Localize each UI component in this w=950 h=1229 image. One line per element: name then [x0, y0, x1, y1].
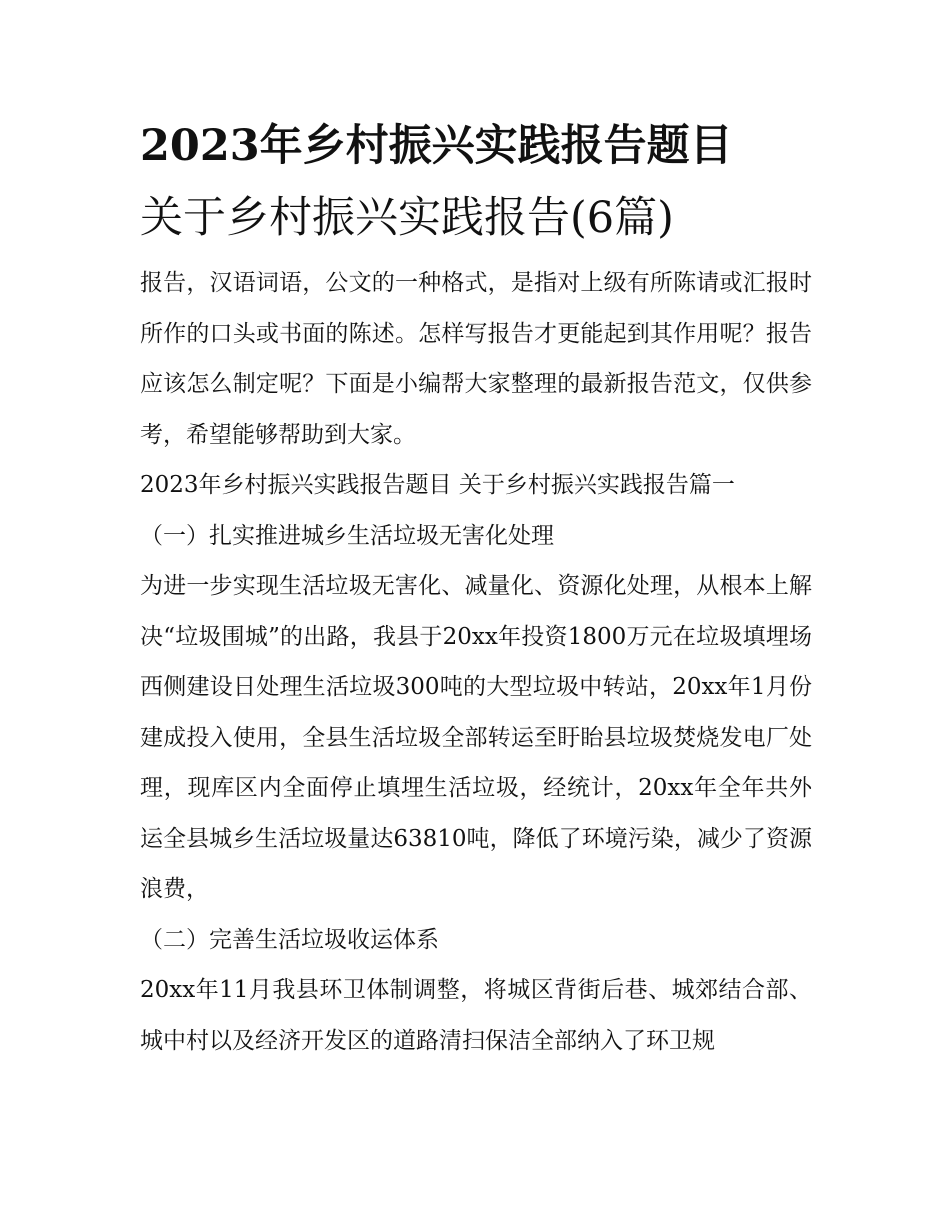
document-body	[140, 258, 812, 1066]
subsection-paragraph-1: 为进一步实现生活垃圾无害化、减量化、资源化处理，从根本上解决“垃圾围城”的出路，我县于20xx年投资1800万元在垃圾填埋场西侧建设日处理生活垃圾300吨的大型垃圾中转站，20xx年1月份建成投入使用，全县生活垃圾全部转运至盱眙县垃圾焚烧发电厂处理，现库区内全面停止填埋生活垃圾，经统计，20xx年全年共外运全县城乡生活垃圾量达63810吨，降低了环境污染，减少了资源浪费，	[140, 573, 812, 902]
title-line-1: 2023年乡村振兴实践报告题目	[140, 121, 733, 171]
subsection-heading-1: （一）扎实推进城乡生活垃圾无害化处理	[140, 522, 554, 549]
document-page	[140, 110, 812, 1066]
document-title	[140, 110, 812, 254]
subsection-paragraph-2: 20xx年11月我县环卫体制调整，将城区背街后巷、城郊结合部、城中村以及经济开发区的道路清扫保洁全部纳入了环卫规	[140, 977, 812, 1054]
intro-paragraph: 报告，汉语词语，公文的一种格式，是指对上级有所陈请或汇报时所作的口头或书面的陈述。怎样写报告才更能起到其作用呢？报告应该怎么制定呢？下面是小编帮大家整理的最新报告范文，仅供参考，希望能够帮助到大家。	[140, 270, 812, 448]
section-title: 2023年乡村振兴实践报告题目 关于乡村振兴实践报告篇一	[140, 472, 735, 498]
subsection-heading-2: （二）完善生活垃圾收运体系	[140, 926, 439, 953]
title-line-2: 关于乡村振兴实践报告(6篇)	[140, 193, 674, 243]
